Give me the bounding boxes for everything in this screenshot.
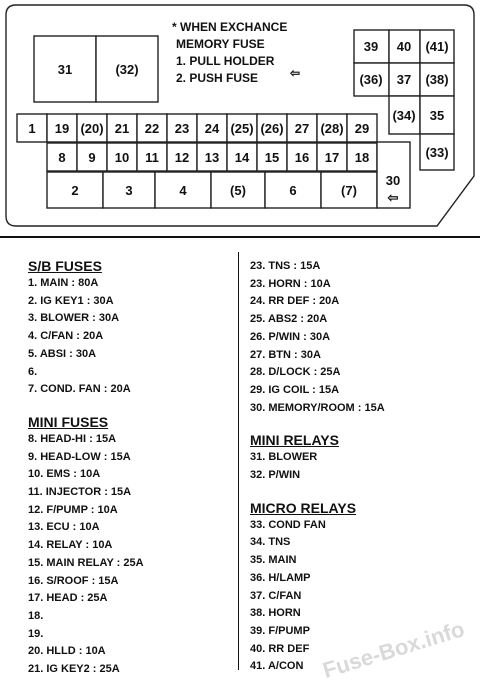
fuse-21-label: 21 (114, 121, 130, 136)
relay-40-label: 40 (396, 39, 412, 54)
legend-entry: 12. F/PUMP : 10A (28, 503, 118, 516)
relay-35-label: 35 (429, 108, 445, 123)
legend-left-column (28, 258, 228, 679)
legend-entry: 13. ECU : 10A (28, 521, 100, 534)
legend-entry: 36. H/LAMP (250, 571, 311, 584)
legend-entry: 29. IG COIL : 15A (250, 383, 340, 396)
legend-right-column (250, 258, 470, 676)
mini-fuses-list (28, 431, 228, 679)
fuse-13-label: 13 (204, 150, 220, 165)
legend-entry: 33. COND FAN (250, 518, 326, 531)
legend-entry: 10. EMS : 10A (28, 468, 101, 481)
legend-entry: 4. C/FAN : 20A (28, 330, 104, 343)
sb-fuses-list (28, 275, 228, 399)
fuse-8-label: 8 (58, 150, 66, 165)
relay-32-label: (32) (115, 62, 139, 77)
legend-entry: 2. IG KEY1 : 30A (28, 294, 114, 307)
legend-entry: 20. HLLD : 10A (28, 645, 106, 658)
mini-fuses-continued-list (250, 258, 470, 417)
legend-entry: 30. MEMORY/ROOM : 15A (250, 401, 385, 414)
note-arrow-icon: ⇦ (290, 66, 301, 80)
legend-entry: 39. F/PUMP (250, 624, 310, 637)
legend-entry: 37. C/FAN (250, 589, 302, 602)
legend-entry: 6. (28, 365, 38, 378)
relay-36-label: (36) (359, 72, 383, 87)
fuse-19-label: 19 (54, 121, 70, 136)
legend-entry: 16. S/ROOF : 15A (28, 574, 119, 587)
fuse-30-label: 30 (385, 173, 401, 188)
fuse-11-label: 11 (145, 150, 159, 165)
relay-33-label: (33) (425, 145, 449, 160)
fuse-27-label: 27 (294, 121, 310, 136)
fuse-29-label: 29 (354, 121, 370, 136)
legend-entry: 41. A/CON (250, 660, 304, 673)
legend-entry: 24. RR DEF : 20A (250, 295, 340, 308)
fuse-30-arrow-icon: ⇦ (387, 190, 399, 205)
column-divider-line (238, 252, 239, 670)
relay-38-label: (38) (425, 72, 449, 87)
sb-fuses-heading: S/B FUSES (28, 258, 102, 274)
legend-entry: 31. BLOWER (250, 451, 318, 464)
legend-entry: 9. HEAD-LOW : 15A (28, 450, 131, 463)
fuse-9-label: 9 (88, 150, 96, 165)
legend-entry: 1. MAIN : 80A (28, 277, 99, 289)
legend-entry: 15. MAIN RELAY : 25A (28, 556, 144, 569)
legend-entry: 28. D/LOCK : 25A (250, 366, 341, 379)
fuse-18-label: 18 (354, 150, 370, 165)
fuse-17-label: 17 (324, 150, 340, 165)
relay-39-label: 39 (363, 39, 379, 54)
legend-entry: 7. COND. FAN : 20A (28, 383, 131, 396)
fuse-4-label: 4 (179, 183, 187, 198)
note-line-2: MEMORY FUSE (176, 37, 265, 51)
note-line-1: * WHEN EXCHANCE (172, 20, 288, 34)
legend-entry: 23. TNS : 15A (250, 260, 321, 272)
fuse-7-label: (7) (341, 183, 357, 198)
relay-34-label: (34) (392, 108, 416, 123)
fuse-1-label: 1 (28, 121, 36, 136)
fuse-16-label: 16 (294, 150, 310, 165)
mini-fuses-heading: MINI FUSES (28, 413, 109, 430)
legend-entry: 14. RELAY : 10A (28, 539, 113, 552)
legend-entry: 35. MAIN (250, 554, 297, 567)
fuse-10-label: 10 (114, 150, 130, 165)
legend-entry: 19. (28, 627, 44, 640)
legend-entry: 18. (28, 609, 44, 622)
fuse-6-label: 6 (289, 183, 297, 198)
fuse-25-label: (25) (230, 121, 254, 136)
fuse-28-label: (28) (320, 121, 344, 136)
fuse-14-label: 14 (234, 150, 250, 165)
fuse-26-label: (26) (260, 121, 284, 136)
relay-31-label: 31 (57, 62, 73, 77)
fuse-22-label: 22 (144, 121, 160, 136)
legend-entry: 11. INJECTOR : 15A (28, 486, 132, 499)
legend-entry: 26. P/WIN : 30A (250, 330, 331, 343)
legend-entry: 34. TNS (250, 536, 291, 549)
legend-entry: 27. BTN : 30A (250, 348, 321, 361)
section-divider-line (0, 236, 480, 238)
legend-entry: 40. RR DEF (250, 642, 310, 655)
fuse-23-label: 23 (174, 121, 190, 136)
legend-entry: 3. BLOWER : 30A (28, 312, 120, 325)
legend-entry: 21. IG KEY2 : 25A (28, 663, 120, 676)
fuse-3-label: 3 (125, 183, 133, 198)
legend-entry: 8. HEAD-HI : 15A (28, 432, 117, 445)
fuse-2-label: 2 (71, 183, 79, 198)
legend-entry: 32. P/WIN (250, 469, 301, 482)
relay-37-label: 37 (396, 72, 412, 87)
fuse-15-label: 15 (264, 150, 280, 165)
fuse-5-label: (5) (230, 183, 246, 198)
legend-entry: 5. ABSI : 30A (28, 347, 97, 360)
note-line-4: 2. PUSH FUSE (176, 71, 259, 85)
fuse-24-label: 24 (204, 121, 220, 136)
micro-relays-heading: MICRO RELAYS (250, 499, 357, 516)
relay-41-label: (41) (425, 39, 449, 54)
mini-relays-list (250, 449, 470, 484)
fuse-20-label: (20) (80, 121, 104, 136)
legend-entry: 23. HORN : 10A (250, 277, 331, 290)
watermark: Fuse-Box.info (320, 616, 468, 683)
note-line-3: 1. PULL HOLDER (176, 54, 275, 68)
fuse-12-label: 12 (174, 150, 190, 165)
legend-entry: 17. HEAD : 25A (28, 592, 108, 605)
legend-entry: 25. ABS2 : 20A (250, 313, 328, 326)
mini-relays-heading: MINI RELAYS (250, 432, 339, 449)
fuse-box-diagram (0, 0, 480, 240)
legend-entry: 38. HORN (250, 607, 301, 620)
